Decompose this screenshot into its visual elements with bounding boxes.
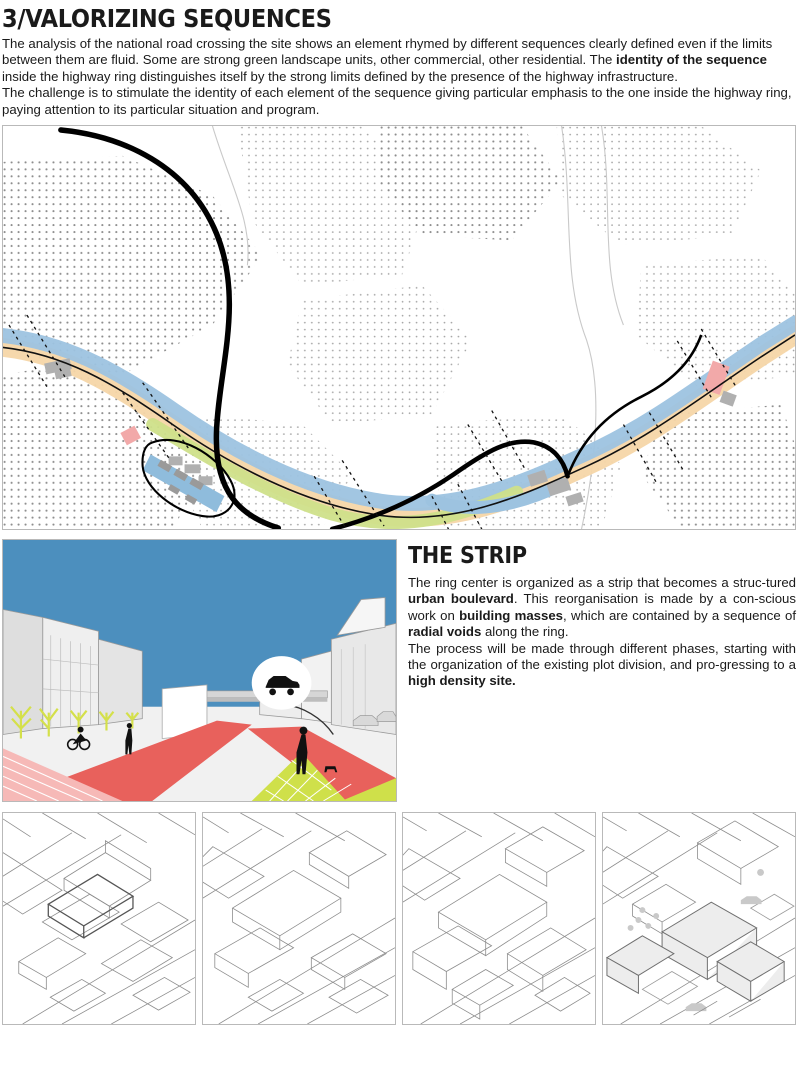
strip-p1-a: The ring center is organized as a strip that becomes a struc-tured [408, 575, 796, 591]
strip-paragraph-1 [408, 575, 796, 641]
plan-figure [2, 125, 796, 530]
landscape-dotted-areas [3, 126, 795, 529]
axo-phase-2-drawing [203, 813, 395, 1024]
strip-p1-d: building masses [459, 607, 564, 623]
strip-p1-b: urban boulevard [408, 591, 514, 607]
strip-text-block [408, 539, 796, 802]
strip-p2-a: The process will be made through different phases, starting with the organization of the existing plot division, and pro-gressing to a [408, 640, 796, 673]
middle-row [2, 539, 796, 802]
axo-phase-3 [402, 812, 596, 1025]
perspective-drawing [3, 540, 396, 801]
intro-p1-part-b: inside the highway ring distinguishes itself by the strong limits defined by the presence of the highway infrastructure. [2, 68, 678, 84]
axo-phase-4 [602, 812, 796, 1025]
page-title: 3/VALORIZING SEQUENCES [2, 4, 332, 33]
strip-p1-f: radial voids [408, 624, 482, 640]
strip-title: THE STRIP [408, 543, 527, 570]
axo-phase-1 [2, 812, 196, 1025]
intro-paragraph-1 [2, 36, 798, 85]
plan-drawing [3, 126, 795, 529]
intro-text-block [2, 36, 798, 118]
axo-phase-2 [202, 812, 396, 1025]
axo-phase-3-drawing [403, 813, 595, 1024]
strip-p1-g: along the ring. [481, 624, 569, 640]
strip-p2-b: high density site. [408, 673, 516, 689]
axo-phase-1-drawing [3, 813, 195, 1024]
intro-p1-part-a: The analysis of the national road crossing the site shows an element rhymed by different sequences clearly defined even if the limits between them are fluid. Some are strong green landscape units, other commercial, other residential. The [2, 36, 773, 68]
street-perspective-render [2, 539, 397, 802]
intro-paragraph-2: The challenge is to stimulate the identity of each element of the sequence giving particular emphasis to the one inside the highway ring, paying attention to its particular situation and program. [2, 85, 792, 117]
strip-p1-e: , which are contained by a sequence of [563, 607, 797, 623]
strip-p1-c: . This reorganisation is made by a con-scious work on [408, 591, 796, 623]
axo-phase-4-drawing [603, 813, 795, 1024]
poster-page [0, 4, 800, 1066]
intro-p1-bold: identity of the sequence [616, 52, 767, 68]
axonometric-sequence [2, 812, 796, 1025]
strip-paragraph-2 [408, 641, 796, 690]
strip-body [408, 575, 796, 690]
